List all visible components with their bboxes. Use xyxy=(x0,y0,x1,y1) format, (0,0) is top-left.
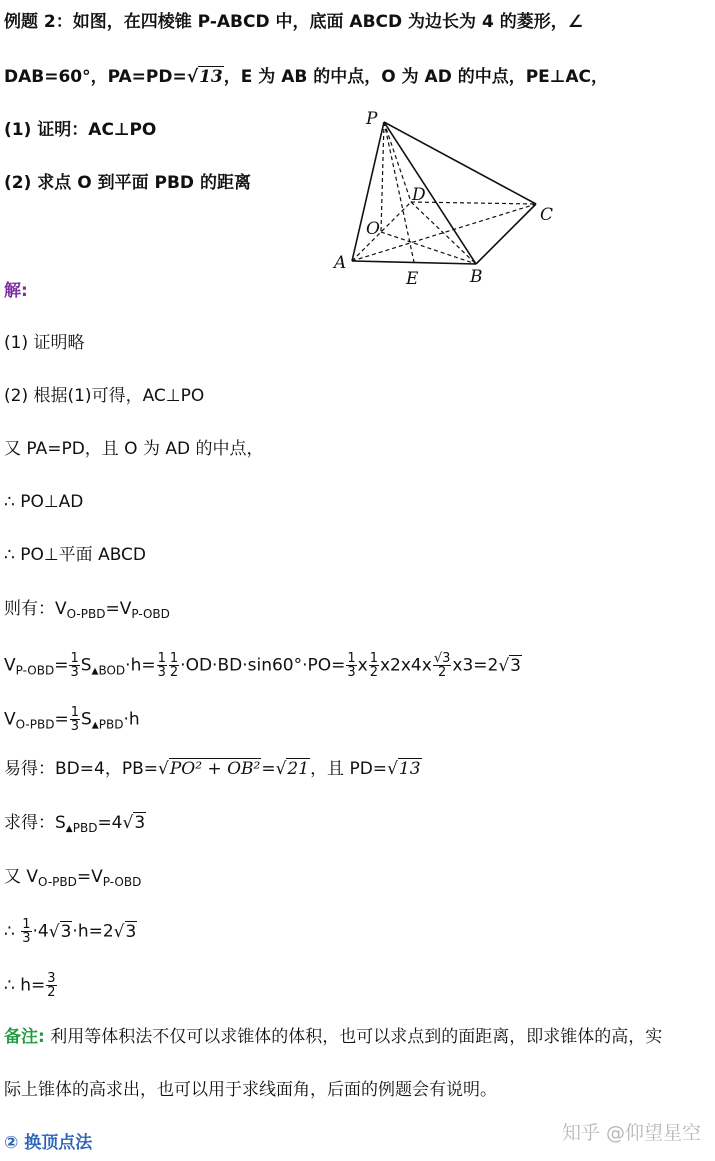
solution-step-6: 则有：$V_{O-PBD}=V_{P-OBD}$ xyxy=(4,599,170,621)
edge-PC xyxy=(384,122,536,204)
solution-step-13: ∴ h= $\frac{3}{2}$ xyxy=(4,971,56,1000)
label-E: E xyxy=(406,269,419,289)
solution-step-1: (1) 证明略 xyxy=(4,333,85,353)
fraction: $\frac{3}{2}$ xyxy=(47,971,56,1000)
fraction: $\frac{1}{3}$ xyxy=(70,651,79,680)
solution-heading: 解: xyxy=(4,281,28,301)
note-text-1: 利用等体积法不仅可以求锥体的体积，也可以求点到的面距离，即求锥体的高，实 xyxy=(44,1027,663,1047)
pyramid-figure xyxy=(326,104,566,289)
note-line-1 xyxy=(4,1026,662,1048)
solution-step-10: 求得：$S▲_{PBD}=4√3$ xyxy=(4,813,146,835)
note-line-2: 际上锥体的高求出，也可以用于求线面角，后面的例题会有说明。 xyxy=(4,1080,497,1100)
solution-step-8: $V_{O-PBD}=$ $\frac{1}{3}$ $S▲_{PBD}\cdot h$ xyxy=(4,705,140,734)
fraction: $\frac{1}{3}$ xyxy=(347,651,356,680)
label-A: A xyxy=(334,253,347,273)
problem-line-1: 例题 2：如图，在四棱锥 P-ABCD 中，底面 ABCD 为边长为 4 的菱形，∠ xyxy=(4,12,583,32)
fraction: $\frac{1}{3}$ xyxy=(157,651,166,680)
label-C: C xyxy=(540,205,554,225)
solution-step-2: (2) 根据(1)可得，AC⊥PO xyxy=(4,386,205,406)
fraction: $\frac{1}{2}$ xyxy=(369,651,378,680)
solution-step-11: 又 $V_{O-PBD}=V_{P-OBD}$ xyxy=(4,867,142,889)
problem-line-2-suffix: ，E 为 AB 的中点，O 为 AD 的中点，PE⊥AC， xyxy=(223,67,608,87)
next-section-heading: ② 换顶点法 xyxy=(4,1133,93,1153)
edge-DC xyxy=(411,202,536,204)
solution-step-5: ∴ PO⊥平面 ABCD xyxy=(4,545,147,565)
solution-step-12: ∴ $\frac{1}{3}$ ·4√3·h=2√3 xyxy=(4,917,137,946)
problem-line-2-prefix: DAB=60°，PA=PD= xyxy=(4,67,187,87)
label-D: D xyxy=(412,185,426,205)
segment-PO xyxy=(381,122,384,232)
question-2: (2) 求点 O 到平面 PBD 的距离 xyxy=(4,173,251,193)
note-label: 备注: xyxy=(4,1027,45,1047)
fraction: $\frac{√3}{2}$ xyxy=(433,651,451,680)
edge-PB xyxy=(384,122,476,264)
edge-PA xyxy=(352,122,384,261)
sqrt-13: √13 xyxy=(186,67,223,87)
fraction: $\frac{1}{3}$ xyxy=(22,917,31,946)
label-O: O xyxy=(366,219,380,239)
question-1: (1) 证明：AC⊥PO xyxy=(4,120,157,140)
label-P: P xyxy=(366,109,378,129)
watermark: 知乎 @仰望星空 xyxy=(561,1122,701,1144)
label-B: B xyxy=(470,267,483,287)
fraction: $\frac{1}{2}$ xyxy=(169,651,179,680)
problem-line-2 xyxy=(4,66,608,88)
diagonal-BD xyxy=(411,202,476,264)
solution-step-4: ∴ PO⊥AD xyxy=(4,492,84,512)
fraction: $\frac{1}{3}$ xyxy=(70,705,79,734)
solution-step-9: 易得：BD=4，PB=√PO² + OB²=√21，且 PD=√13 xyxy=(4,759,421,779)
solution-step-7: $V_{P-OBD}=$ $\frac{1}{3}$ $S▲_{BOD}\cdot h=$ $\frac{1}{3}$ $\frac{1}{2}$ ·OD·BD·sin60°·PO= $\frac{1}{3}$ x $\frac{1}{2}$ x2x4x $\frac{√3}{2}$ x3=2√3 xyxy=(4,651,521,680)
solution-step-3: 又 PA=PD，且 O 为 AD 的中点， xyxy=(4,439,264,459)
